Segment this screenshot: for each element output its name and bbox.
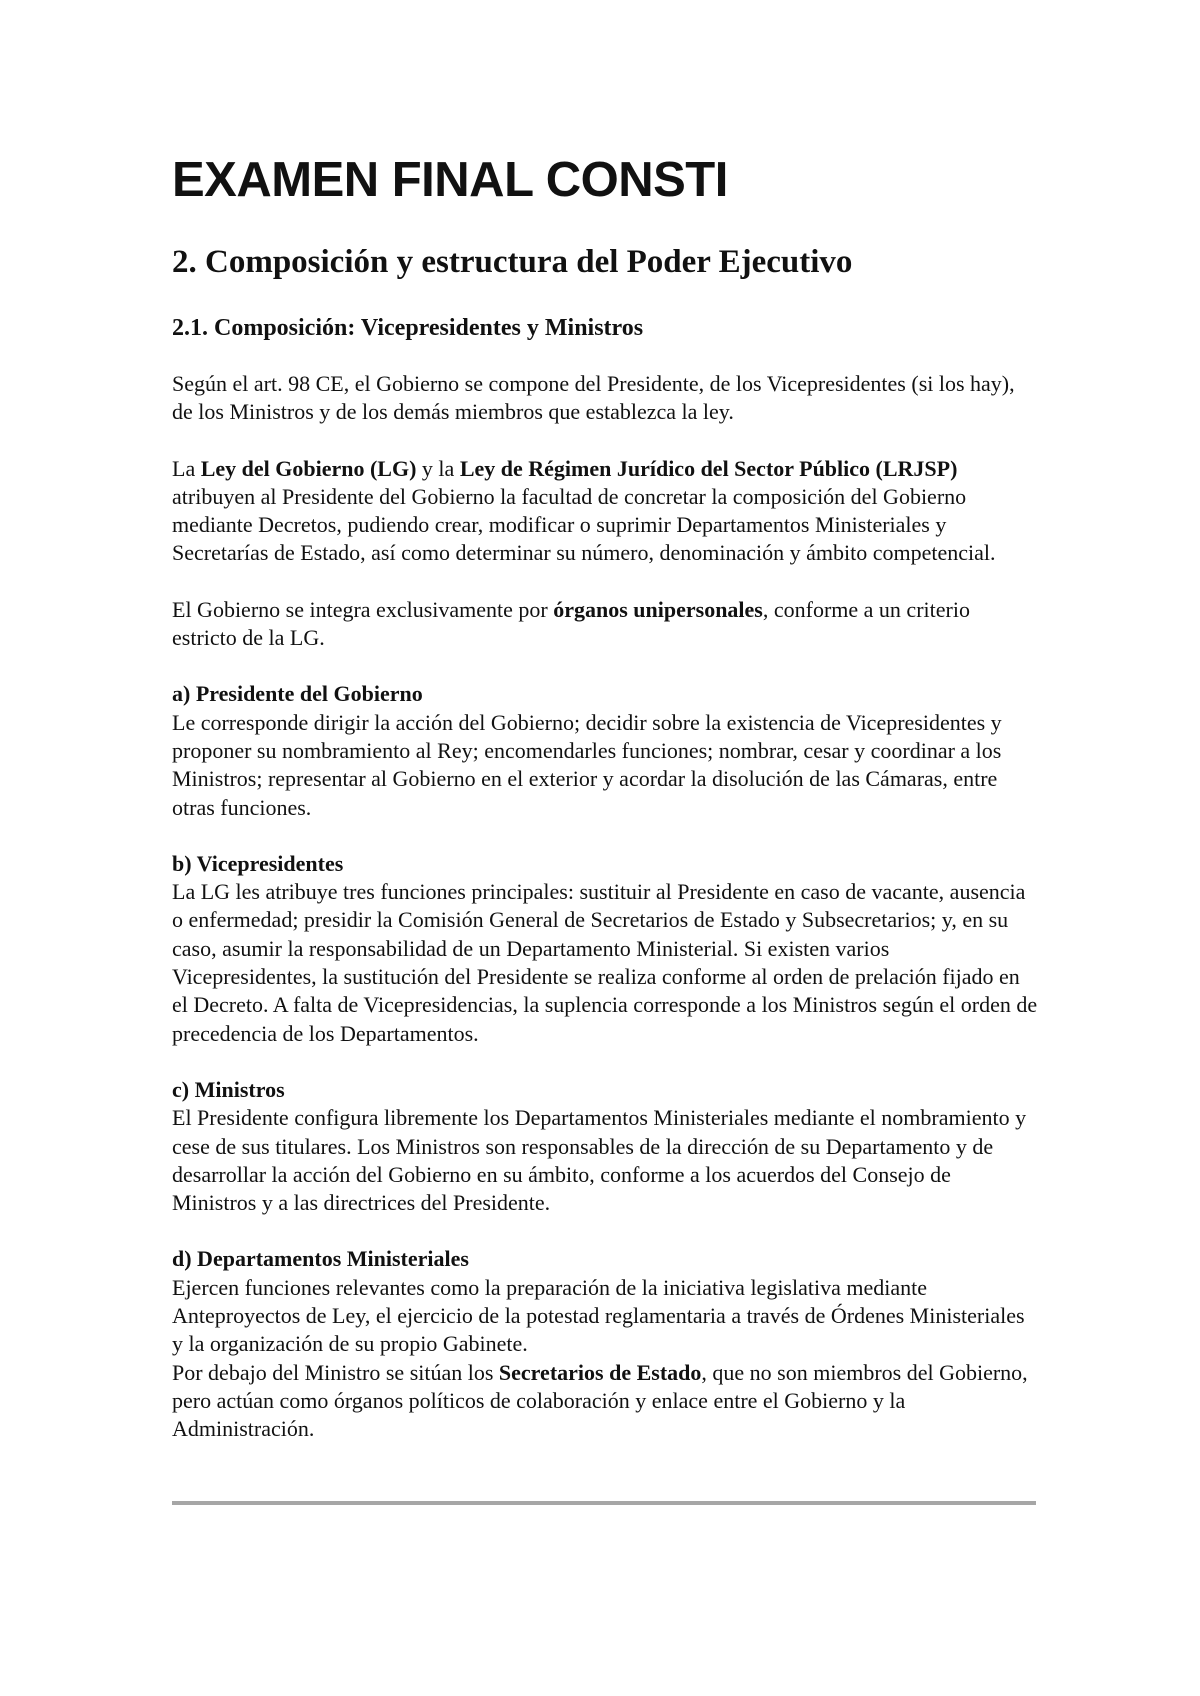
bold-span: Ley del Gobierno (LG) <box>200 455 417 481</box>
section-text: La LG les atribuye tres funciones principales: sustituir al Presidente en caso de vacante, ausencia o enfermedad; presidir la Comisión General de Secretarios de Estado y Subsecretarios; y, en su caso, asumir la responsabilidad de un Departamento Ministerial. Si existen varios Vicepresidentes, la sustitución del Presidente se realiza conforme al orden de prelación fijado en el Decreto. A falta de Vicepresidencias, la suplencia corresponde a los Ministros según el orden de precedencia de los Departamentos. <box>172 879 1038 1046</box>
section-text: Ejercen funciones relevantes como la preparación de la iniciativa legislativa mediante Anteproyectos de Ley, el ejercicio de la potestad reglamentaria a través de Órdenes Ministeriales y la organización de su propio Gabinete. <box>172 1274 1025 1357</box>
bold-span: órganos unipersonales <box>553 596 763 622</box>
document-page <box>172 150 1038 1444</box>
section-heading: 2. Composición y estructura del Poder Ejecutivo <box>172 244 853 280</box>
text-span: , que no son miembros del Gobierno, pero actúan como órganos políticos de colaboración y enlace entre el Gobierno y la Administración. <box>172 1359 1028 1442</box>
text-span: Por debajo del Ministro se sitúan los <box>172 1359 499 1385</box>
text-span: , conforme a un criterio estricto de la LG. <box>172 596 970 651</box>
section-departments <box>172 1245 1038 1358</box>
section-vicepresidents <box>172 850 1038 1048</box>
bold-span: Ley de Régimen Jurídico del Sector Público (LRJSP) <box>459 455 958 481</box>
paragraph-composition: Según el art. 98 CE, el Gobierno se compone del Presidente, de los Vicepresidentes (si los hay), de los Ministros y de los demás miembros que establezca la ley. <box>172 371 1015 425</box>
document-title: EXAMEN FINAL CONSTI <box>172 153 728 207</box>
section-president <box>172 680 1038 821</box>
horizontal-rule <box>172 1501 1036 1505</box>
section-title: a) Presidente del Gobierno <box>172 681 423 707</box>
section-text: El Presidente configura libremente los Departamentos Ministeriales mediante el nombramiento y cese de sus titulares. Los Ministros son responsables de la dirección de su Departamento y de desarrollar la acción del Gobierno en su ámbito, conforme a los acuerdos del Consejo de Ministros y a las directrices del Presidente. <box>172 1105 1027 1216</box>
section-text: Le corresponde dirigir la acción del Gobierno; decidir sobre la existencia de Vicepresidentes y proponer su nombramiento al Rey; encomendarles funciones; nombrar, cesar y coordinar a los Ministros; representar al Gobierno en el exterior y acordar la disolución de las Cámaras, entre otras funciones. <box>172 709 1002 820</box>
section-ministers <box>172 1076 1038 1217</box>
text-span: El Gobierno se integra exclusivamente por <box>172 596 554 622</box>
section-title: c) Ministros <box>172 1076 285 1102</box>
text-span: y la <box>416 455 460 481</box>
section-title: d) Departamentos Ministeriales <box>172 1246 469 1272</box>
text-span: La <box>172 455 201 481</box>
paragraph-secretaries <box>172 1359 1038 1444</box>
paragraph-organs <box>172 596 1038 653</box>
section-title: b) Vicepresidentes <box>172 850 344 876</box>
bold-span: Secretarios de Estado <box>498 1359 702 1385</box>
text-span: atribuyen al Presidente del Gobierno la facultad de concretar la composición del Gobierno mediante Decretos, pudiendo crear, modificar o suprimir Departamentos Ministeriales y Secretarías de Estado, así como determinar su número, denominación y ámbito competencial. <box>172 483 996 566</box>
subsection-heading: 2.1. Composición: Vicepresidentes y Ministros <box>172 315 644 341</box>
paragraph-laws <box>172 455 1038 568</box>
